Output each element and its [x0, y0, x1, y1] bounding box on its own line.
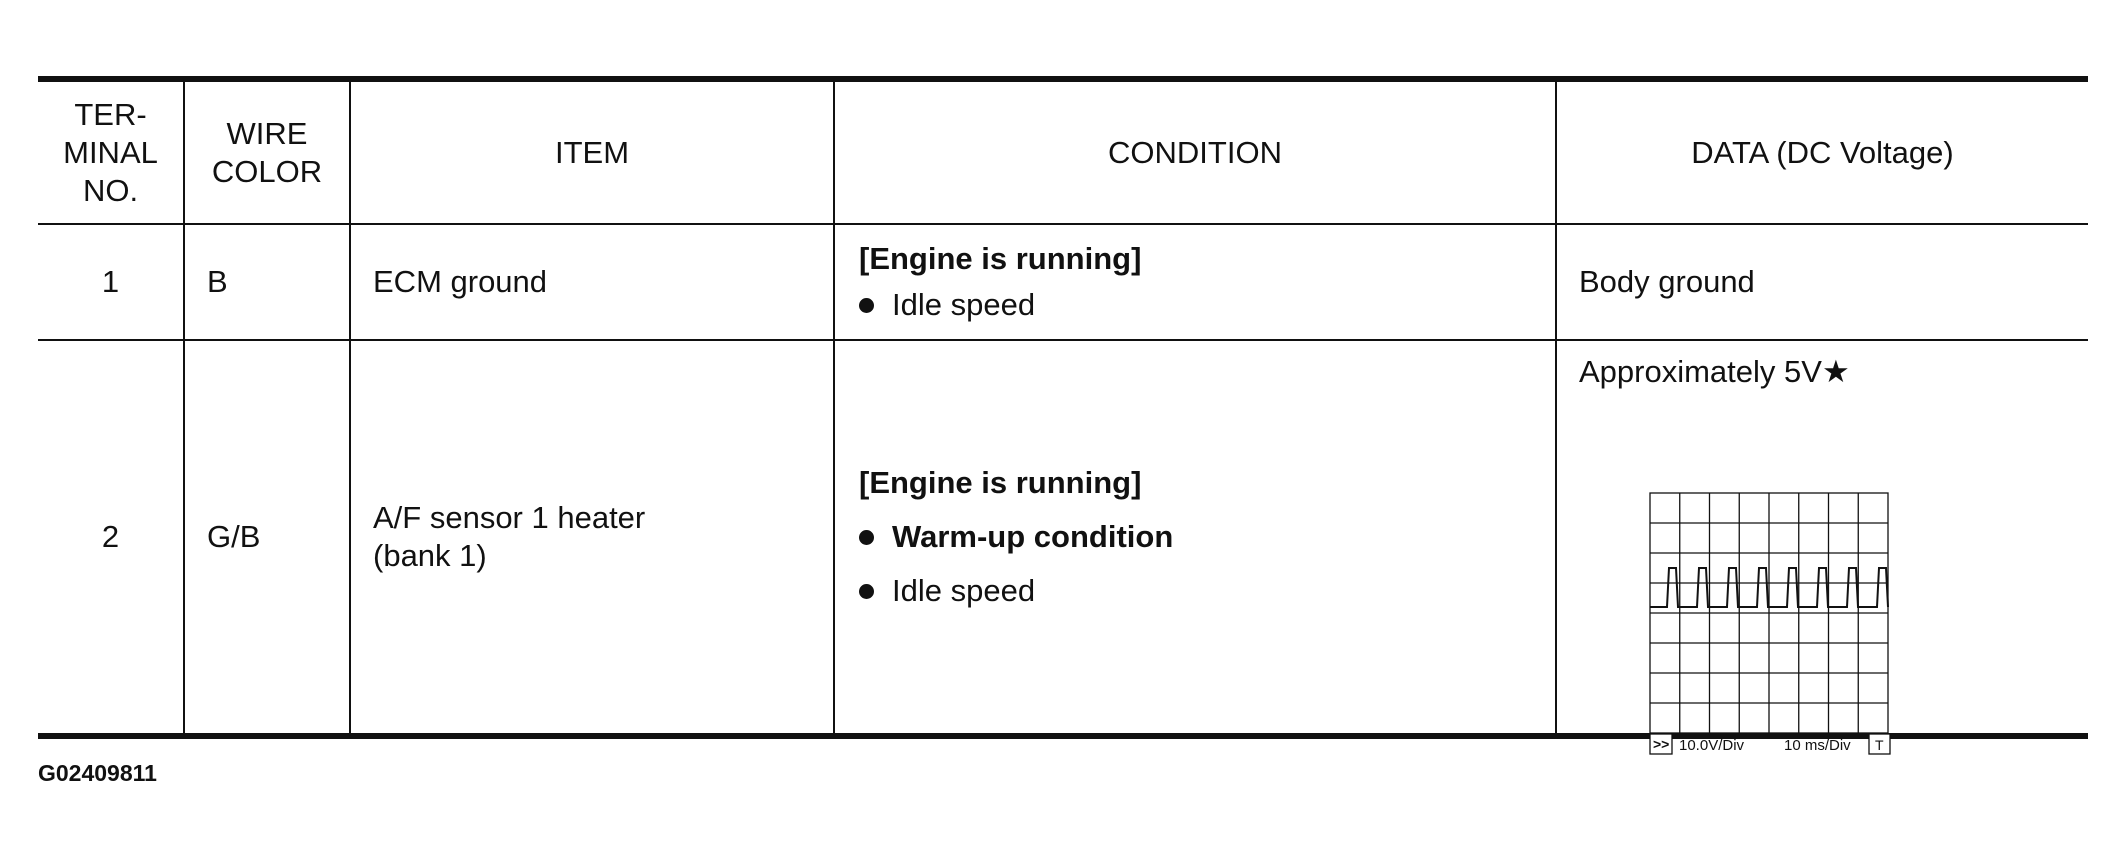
- header-terminal-line: TER-: [74, 96, 147, 132]
- row1-wire-color: B: [207, 264, 228, 299]
- header-wire-line: WIRE: [226, 115, 308, 151]
- row1-condition-heading: [Engine is running]: [859, 241, 1142, 276]
- header-wire-color: [185, 82, 349, 223]
- row2-item-line: A/F sensor 1 heater: [373, 500, 646, 535]
- row2-condition-item-text: Idle speed: [892, 573, 1036, 608]
- header-wire-line: COLOR: [211, 153, 323, 189]
- row2-data-text: Approximately 5V★: [1579, 354, 1850, 389]
- header-item: ITEM: [554, 134, 630, 170]
- row1-item: ECM ground: [373, 264, 548, 299]
- row1-condition-item-text: Idle speed: [892, 287, 1036, 322]
- row1-condition: [835, 225, 1555, 339]
- header-condition: CONDITION: [1108, 134, 1282, 170]
- header-terminal-line: MINAL: [63, 134, 158, 170]
- row2-item: [351, 341, 833, 733]
- figure-id: G02409811: [38, 760, 157, 786]
- header-terminal-line: NO.: [82, 172, 139, 208]
- terminal-data-table: [38, 76, 2088, 754]
- bullet-icon: [859, 530, 874, 545]
- header-terminal-no: [38, 82, 183, 223]
- bullet-icon: [859, 298, 874, 313]
- bullet-icon: [859, 584, 874, 599]
- row2-item-line: (bank 1): [373, 538, 487, 573]
- row2-condition-heading: [Engine is running]: [859, 465, 1142, 500]
- row2-condition-item-text: Warm-up condition: [892, 519, 1174, 554]
- scope-arrow-label: >>: [1653, 736, 1670, 752]
- row2-data: [1557, 341, 2088, 754]
- header-data: DATA (DC Voltage): [1691, 134, 1954, 170]
- row2-condition: [835, 341, 1555, 733]
- row1-data: Body ground: [1579, 264, 1755, 299]
- scope-volts-per-div: 10.0V/Div: [1679, 737, 1745, 754]
- oscilloscope-waveform: [1649, 492, 1893, 760]
- row2-wire-color: G/B: [207, 519, 261, 554]
- row2-condition-item: [859, 517, 1173, 557]
- row1-condition-item: [859, 285, 1035, 325]
- row2-condition-item: [859, 571, 1035, 611]
- row1-terminal: 1: [101, 264, 120, 299]
- scope-time-per-div: 10 ms/Div: [1784, 737, 1851, 754]
- scope-trigger-label: T: [1875, 737, 1884, 753]
- oscilloscope-grid: [1650, 493, 1888, 733]
- row2-terminal: 2: [101, 519, 120, 554]
